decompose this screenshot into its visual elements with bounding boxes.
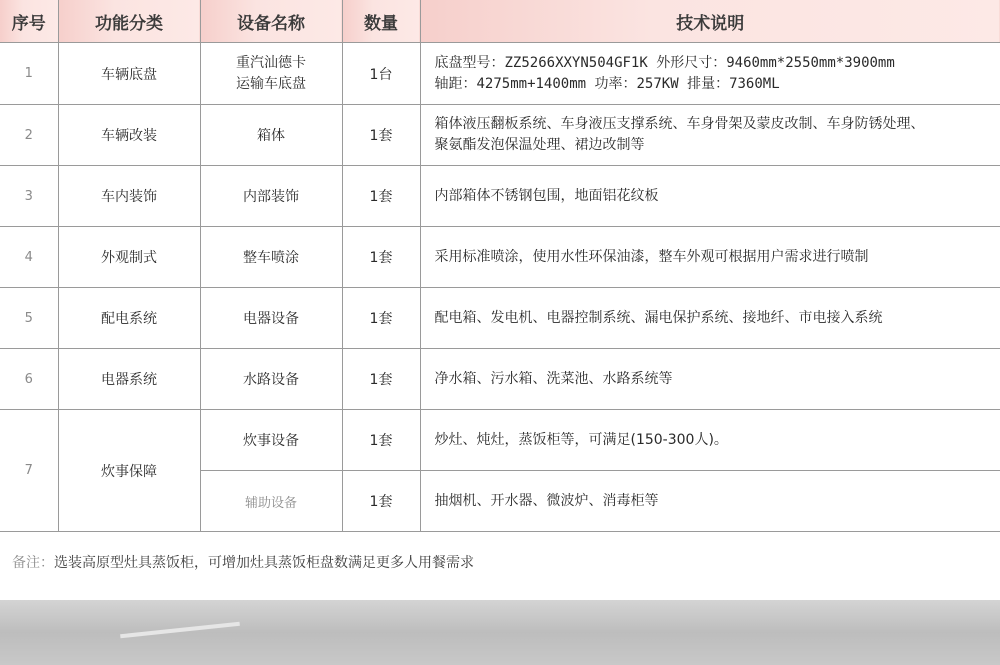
background-road-strip (0, 600, 1000, 665)
description-line: 轴距：4275mm+1400mm 功率：257KW 排量：7360ML (434, 75, 780, 92)
table-row (0, 349, 1000, 410)
table-row (0, 43, 1000, 105)
table-row (0, 105, 1000, 166)
row-category: 电器系统 (58, 349, 200, 410)
device-name-line: 重汽汕德卡 (236, 54, 306, 71)
row-device-name: 辅助设备 (200, 471, 342, 532)
row-quantity: 1套 (342, 288, 420, 349)
table-row (0, 166, 1000, 227)
table-row (0, 288, 1000, 349)
row-description (420, 471, 1000, 532)
row-index: 1 (0, 43, 58, 105)
row-category: 车内装饰 (58, 166, 200, 227)
header-index: 序号 (0, 0, 58, 43)
device-name-line: 运输车底盘 (236, 75, 306, 92)
description-line: 底盘型号：ZZ5266XXYN504GF1K 外形尺寸：9460mm*2550mm*3900mm (434, 54, 895, 71)
row-index: 5 (0, 288, 58, 349)
header-tech-description: 技术说明 (420, 0, 1000, 43)
row-index: 6 (0, 349, 58, 410)
description-line: 内部箱体不锈钢包围，地面铝花纹板 (434, 187, 659, 204)
row-quantity: 1套 (342, 410, 420, 471)
note-row (0, 531, 1000, 600)
row-quantity: 1套 (342, 471, 420, 532)
row-description (420, 349, 1000, 410)
row-index: 2 (0, 105, 58, 166)
description-line: 净水箱、污水箱、洗菜池、水路系统等 (434, 370, 673, 387)
row-description (420, 105, 1000, 166)
note-label: 备注： (12, 555, 54, 571)
row-device-name (200, 43, 342, 105)
description-line: 配电箱、发电机、电器控制系统、漏电保护系统、接地纤、市电接入系统 (434, 309, 883, 326)
row-device-name: 水路设备 (200, 349, 342, 410)
row-device-name: 炊事设备 (200, 410, 342, 471)
row-quantity: 1套 (342, 227, 420, 288)
row-description (420, 410, 1000, 471)
row-quantity: 1套 (342, 105, 420, 166)
row-category: 炊事保障 (58, 410, 200, 532)
row-device-name: 内部装饰 (200, 166, 342, 227)
row-quantity: 1套 (342, 166, 420, 227)
row-description (420, 288, 1000, 349)
header-device-name: 设备名称 (200, 0, 342, 43)
row-index: 3 (0, 166, 58, 227)
description-line: 抽烟机、开水器、微波炉、消毒柜等 (434, 492, 659, 509)
row-device-name: 整车喷涂 (200, 227, 342, 288)
row-category: 外观制式 (58, 227, 200, 288)
description-line: 箱体液压翻板系统、车身液压支撑系统、车身骨架及蒙皮改制、车身防锈处理、 (434, 116, 925, 132)
row-quantity: 1套 (342, 349, 420, 410)
table-header-row (0, 0, 1000, 43)
description-line: 采用标准喷涂，使用水性环保油漆，整车外观可根据用户需求进行喷制 (434, 248, 869, 265)
description-line: 聚氨酯发泡保温处理、裙边改制等 (434, 137, 645, 153)
row-category: 车辆改装 (58, 105, 200, 166)
header-quantity: 数量 (342, 0, 420, 43)
row-category: 车辆底盘 (58, 43, 200, 105)
row-description (420, 166, 1000, 227)
row-quantity: 1台 (342, 43, 420, 105)
row-description (420, 43, 1000, 105)
row-category: 配电系统 (58, 288, 200, 349)
description-line: 炒灶、炖灶，蒸饭柜等，可满足(150-300人)。 (434, 431, 728, 448)
row-index: 7 (0, 410, 58, 532)
header-category: 功能分类 (58, 0, 200, 43)
note-text: 选装高原型灶具蒸饭柜，可增加灶具蒸饭柜盘数满足更多人用餐需求 (54, 555, 474, 571)
row-description (420, 227, 1000, 288)
footnote (12, 552, 474, 572)
row-device-name: 电器设备 (200, 288, 342, 349)
table-row (0, 227, 1000, 288)
row-device-name: 箱体 (200, 105, 342, 166)
road-marking (120, 622, 240, 639)
table-row (0, 410, 1000, 471)
row-index: 4 (0, 227, 58, 288)
